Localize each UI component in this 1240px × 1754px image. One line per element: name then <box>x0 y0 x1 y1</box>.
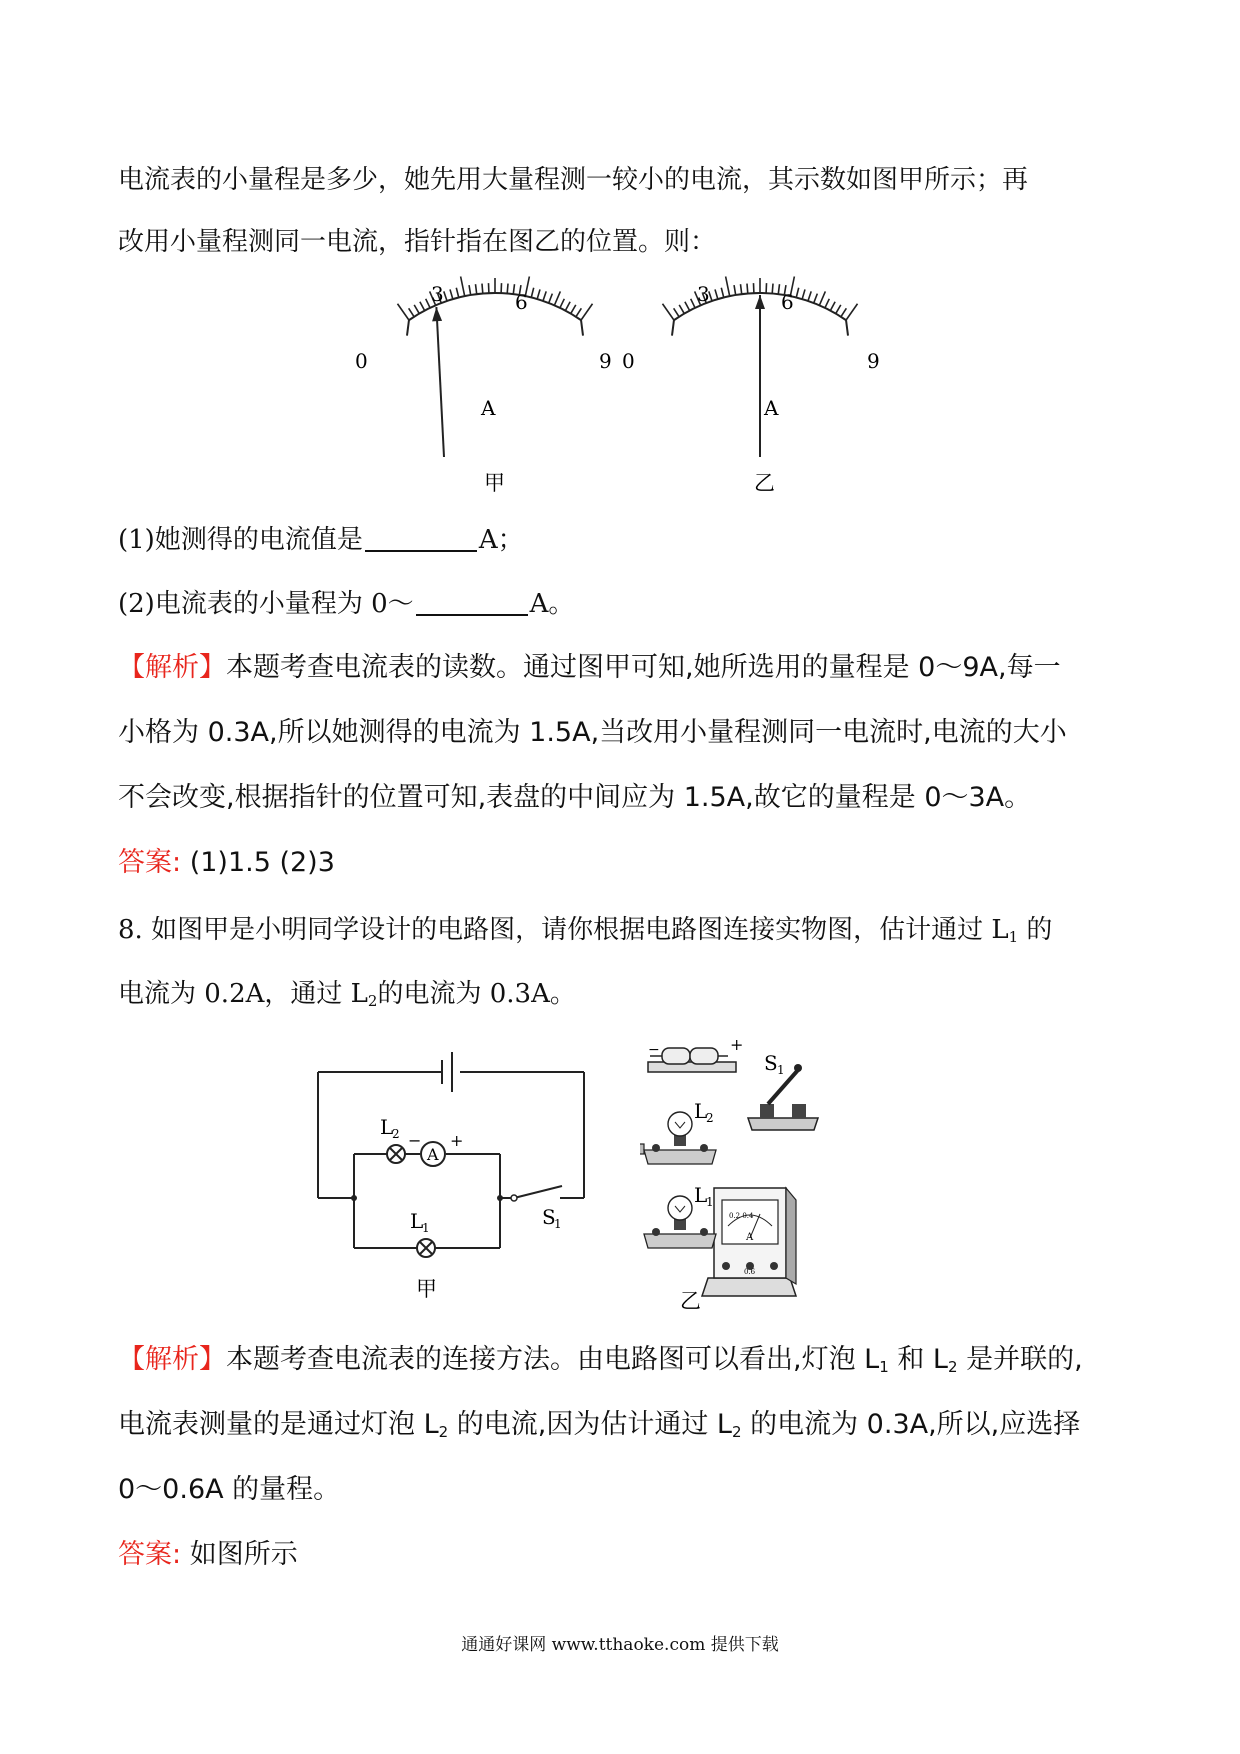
answer-2 <box>118 1535 298 1575</box>
dial-tick <box>808 291 811 300</box>
dial-left-unit: A <box>481 396 496 420</box>
dial-tick <box>772 284 773 294</box>
a2-s3: 2 <box>438 1423 449 1441</box>
dial-tick <box>576 308 581 316</box>
physical-caption: 乙 <box>680 1289 701 1310</box>
dial-tick <box>537 289 540 299</box>
dial-tick <box>802 289 805 299</box>
dial-tick <box>814 294 818 303</box>
circuit-ammeter-plus: + <box>450 1131 464 1150</box>
q8-text-1a: 8. 如图甲是小明同学设计的电路图，请你根据电路图连接实物图，估计通过 L <box>118 915 1009 945</box>
question-2 <box>118 584 574 624</box>
q8-text-2b: 的电流为 0.3A。 <box>377 979 576 1009</box>
circuit-l2-sub: 2 <box>392 1127 400 1141</box>
answer-2-value: 如图所示 <box>189 1539 298 1570</box>
q8-text-2a: 电流为 0.2A，通过 L <box>118 979 368 1009</box>
circuit-ammeter-minus: − <box>408 1131 422 1150</box>
analysis-2-line-1 <box>118 1340 1083 1387</box>
dial-left-tick-9: 9 <box>599 349 612 373</box>
dial-tick <box>531 288 533 298</box>
dial-tick <box>741 284 742 294</box>
dial-needle <box>436 307 444 457</box>
physical-s1-label: S <box>764 1051 778 1075</box>
circuit-ammeter-label: A <box>427 1145 439 1164</box>
dial-tick <box>778 284 779 294</box>
dial-left-tick-6: 6 <box>515 290 528 314</box>
battery-plus: + <box>730 1040 744 1054</box>
circuit-switch-sub: 1 <box>554 1217 562 1231</box>
analysis-1-line-2: 小格为 0.3A,所以她测得的电流为 1.5A,当改用小量程测同一电流时,电流的大小 <box>118 717 1067 748</box>
dial-tick <box>830 302 835 311</box>
dial-tick <box>560 299 564 308</box>
dial-tick <box>482 284 483 294</box>
dial-tick <box>726 277 730 297</box>
dial-tick <box>819 291 825 305</box>
dial-tick <box>426 299 430 308</box>
answer-blank-2[interactable] <box>416 588 528 616</box>
dial-right-tick-9: 9 <box>867 349 880 373</box>
dial-left-tick-0: 0 <box>355 349 368 373</box>
physical-l1-sub: 1 <box>706 1195 714 1209</box>
dial-tick <box>662 304 673 320</box>
analysis-1-line-1 <box>118 648 1061 688</box>
a2-t5: 的电流,因为估计通过 L <box>448 1409 732 1440</box>
question-8-line-1 <box>118 910 1052 957</box>
dial-left-caption: 甲 <box>484 471 505 495</box>
dial-tick <box>450 289 453 299</box>
dial-end-cap <box>581 320 583 335</box>
physical-l2-label: L <box>694 1100 708 1123</box>
page-footer: 通通好课网 www.tthaoke.com 提供下载 <box>461 1635 779 1655</box>
dial-tick <box>461 277 465 297</box>
dial-tick <box>825 299 829 308</box>
dial-tick <box>747 284 748 294</box>
circuit-l2-label: L <box>380 1115 394 1139</box>
dial-tick <box>685 302 690 311</box>
circuit-l1-sub: 1 <box>422 1221 430 1235</box>
a2-s2: 2 <box>947 1358 958 1376</box>
dial-end-cap <box>672 320 674 335</box>
analysis-2-tag: 【解析】 <box>118 1344 226 1375</box>
dial-end-cap <box>846 320 848 335</box>
a2-s1: 1 <box>879 1358 889 1376</box>
dial-tick <box>565 302 570 311</box>
dial-right-unit: A <box>764 396 779 420</box>
analysis-1-line-3: 不会改变,根据指针的位置可知,表盘的中间应为 1.5A,故它的量程是 0～3A。 <box>118 782 1032 813</box>
dial-tick <box>796 288 798 298</box>
answer-2-label: 答案: <box>118 1539 182 1570</box>
answer-blank-1[interactable] <box>365 524 477 552</box>
answer-1-label: 答案: <box>118 847 182 878</box>
dial-right-tick-6: 6 <box>781 290 794 314</box>
dial-tick <box>397 304 408 320</box>
question-1-unit: A； <box>478 525 524 555</box>
dial-tick <box>476 284 477 294</box>
analysis-1-tag: 【解析】 <box>118 652 226 683</box>
dial-tick <box>543 291 546 300</box>
physical-l1-label: L <box>694 1183 708 1207</box>
dial-tick <box>507 284 508 294</box>
dial-tick <box>581 304 592 320</box>
dial-end-cap <box>407 320 409 335</box>
dial-left-tick-3: 3 <box>431 282 444 306</box>
circuit-switch-label: S <box>542 1205 556 1229</box>
meter-value: 0.6 <box>744 1268 756 1276</box>
dial-tick <box>841 308 846 316</box>
answer-1-value: (1)1.5 (2)3 <box>189 847 335 878</box>
dial-tick <box>571 305 576 314</box>
dial-tick <box>679 305 684 314</box>
dial-right-caption: 乙 <box>754 471 775 495</box>
dial-tick <box>721 288 723 298</box>
dial-needle-head <box>432 307 442 321</box>
dial-tick <box>734 285 736 295</box>
question-2-unit: A。 <box>529 589 575 619</box>
a2-t2: 和 L <box>888 1344 948 1375</box>
analysis-1-text-1: 本题考查电流表的读数。通过图甲可知,她所选用的量程是 0～9A,每一 <box>226 652 1061 683</box>
circuit-diagram <box>310 1050 600 1300</box>
question-8-line-2 <box>118 974 576 1021</box>
question-1-text: (1)她测得的电流值是 <box>118 525 363 555</box>
intro-line-2: 改用小量程测同一电流，指针指在图乙的位置。则： <box>118 227 717 257</box>
physical-lamps <box>640 1100 740 1260</box>
physical-l2-sub: 2 <box>706 1111 714 1125</box>
a2-t4: 电流表测量的是通过灯泡 L <box>118 1409 439 1440</box>
dial-tick <box>469 285 471 295</box>
dial-right-tick-0: 0 <box>622 349 635 373</box>
a2-s4: 2 <box>731 1423 742 1441</box>
dial-tick <box>846 304 857 320</box>
analysis-2-line-2 <box>118 1405 1080 1452</box>
meter-scale: 0.2 0.4 <box>729 1212 754 1220</box>
intro-line-1: 电流表的小量程是多少，她先用大量程测一较小的电流，其示数如图甲所示；再 <box>118 165 1029 195</box>
a2-t3: 是并联的, <box>957 1344 1083 1375</box>
dial-tick <box>715 289 718 299</box>
dial-tick <box>554 291 560 305</box>
a2-t6: 的电流为 0.3A,所以,应选择 <box>741 1409 1081 1440</box>
circuit-caption: 甲 <box>416 1277 437 1300</box>
dial-tick <box>420 302 425 311</box>
dial-tick <box>414 305 419 314</box>
dial-right-tick-3: 3 <box>697 282 710 306</box>
dial-tick <box>456 288 458 298</box>
question-1 <box>118 520 524 560</box>
physical-s1-sub: 1 <box>777 1063 785 1077</box>
analysis-2-line-3: 0～0.6A 的量程。 <box>118 1474 341 1505</box>
dial-tick <box>409 308 414 316</box>
dial-tick <box>691 299 695 308</box>
dial-tick <box>674 308 679 316</box>
q8-text-1b: 的 <box>1018 915 1053 945</box>
dial-tick <box>444 291 447 300</box>
battery-icon <box>648 1048 736 1072</box>
ammeter-dials-figure <box>340 275 900 500</box>
q8-sub-2: 2 <box>367 992 378 1010</box>
dial-right <box>662 277 857 457</box>
q8-sub-1: 1 <box>1008 928 1019 946</box>
answer-1 <box>118 843 335 883</box>
question-2-text: (2)电流表的小量程为 0～ <box>118 589 414 619</box>
a2-t1: 本题考查电流表的连接方法。由电路图可以看出,灯泡 L <box>226 1344 880 1375</box>
dial-left <box>397 277 592 457</box>
dial-tick <box>836 305 841 314</box>
battery-minus: − <box>648 1042 660 1058</box>
circuit-l1-label: L <box>410 1209 424 1233</box>
dial-needle-head <box>755 295 765 309</box>
dial-tick <box>549 294 553 303</box>
meter-unit: A <box>746 1232 754 1243</box>
